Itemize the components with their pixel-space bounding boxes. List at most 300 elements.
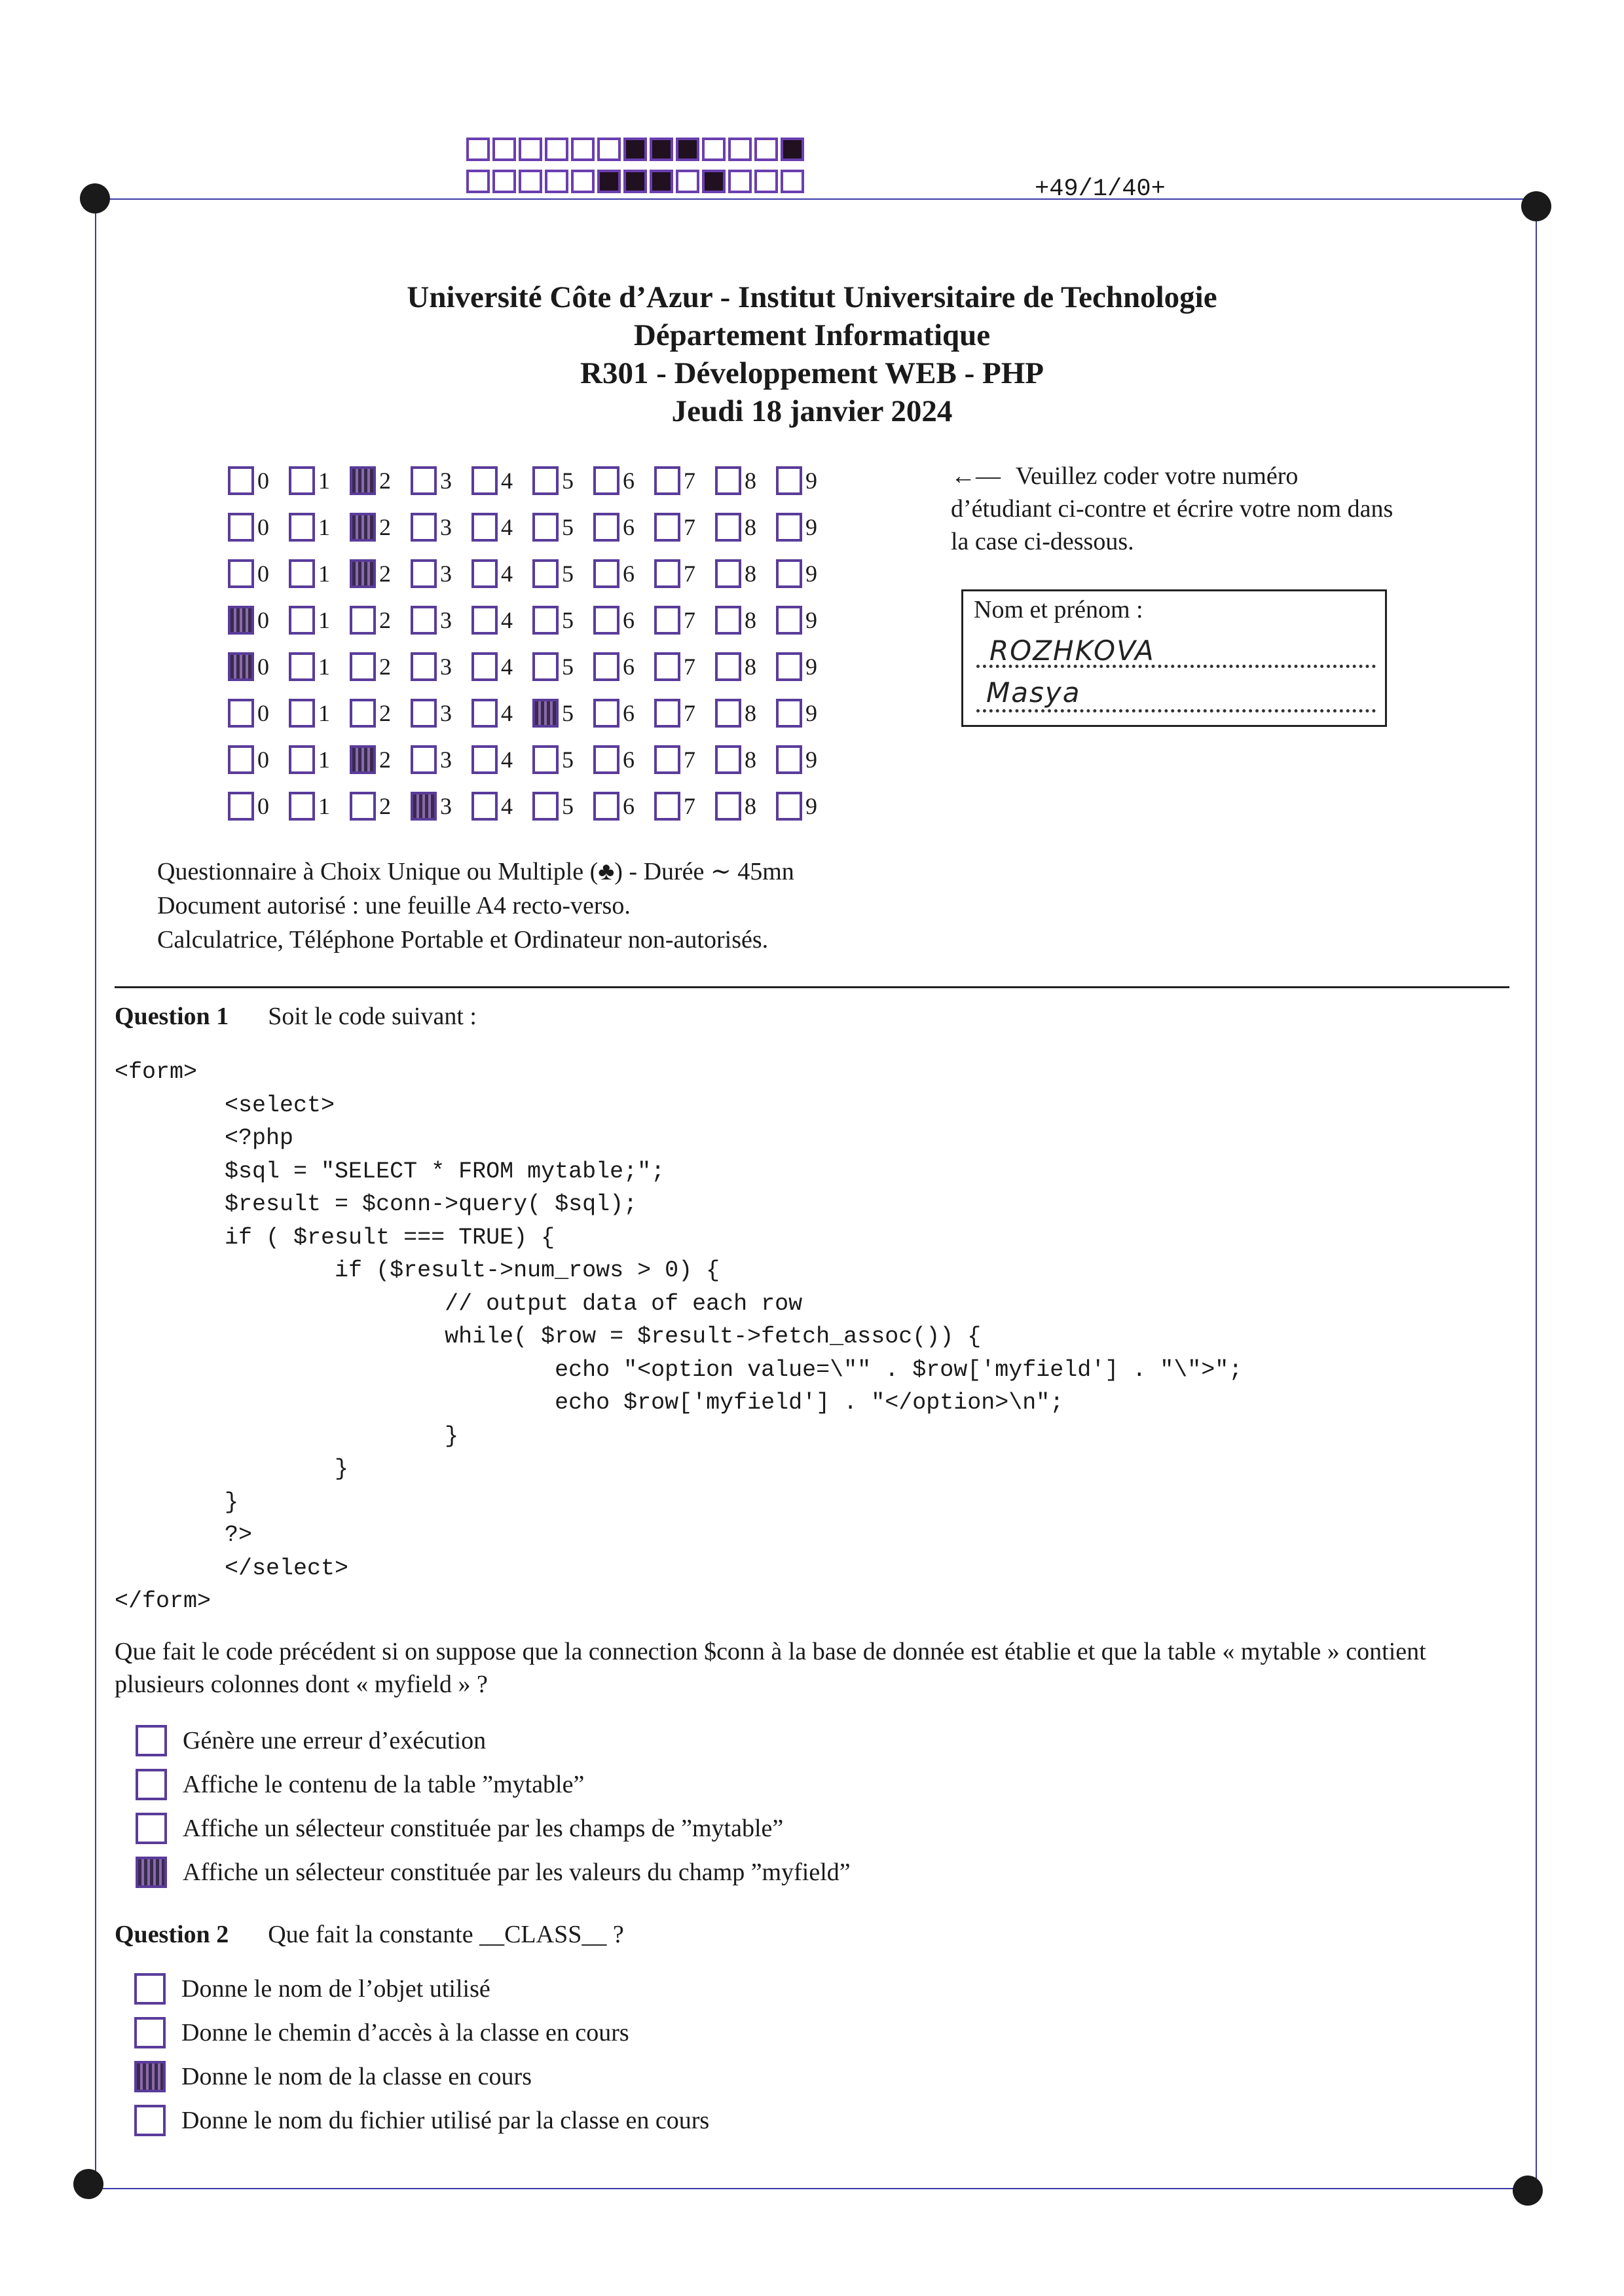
digit-option[interactable] xyxy=(471,559,532,588)
digit-option[interactable] xyxy=(593,559,654,588)
digit-checkbox[interactable] xyxy=(289,466,315,495)
digit-option[interactable] xyxy=(411,792,471,821)
digit-option[interactable] xyxy=(411,513,471,542)
barcode-2-cell xyxy=(597,170,621,193)
frame-top xyxy=(95,198,1536,200)
digit-option[interactable] xyxy=(228,652,289,681)
question-1-option[interactable] xyxy=(136,1725,486,1756)
digit-option[interactable] xyxy=(776,466,837,495)
digit-checkbox[interactable] xyxy=(654,745,680,774)
digit-checkbox[interactable] xyxy=(532,606,559,635)
digit-option[interactable] xyxy=(228,606,289,635)
question-1-checkbox[interactable] xyxy=(136,1769,167,1800)
digit-option[interactable] xyxy=(471,745,532,774)
question-2-option[interactable] xyxy=(134,1973,490,2005)
digit-checkbox[interactable] xyxy=(471,606,498,635)
question-1-option[interactable] xyxy=(136,1857,851,1888)
digit-checkbox[interactable] xyxy=(350,606,376,635)
digit-option[interactable] xyxy=(715,559,776,588)
digit-checkbox[interactable] xyxy=(532,745,559,774)
corner-mark-tr xyxy=(1521,191,1551,221)
barcode-1-cell xyxy=(545,138,568,161)
student-number-grid xyxy=(228,457,837,829)
digit-label: 2 xyxy=(379,606,391,633)
digit-label: 1 xyxy=(318,560,330,587)
digit-option[interactable] xyxy=(411,606,471,635)
digit-checkbox[interactable] xyxy=(593,513,619,542)
digit-label: 2 xyxy=(379,653,391,680)
barcode-2-cell xyxy=(728,170,752,193)
digit-checkbox[interactable] xyxy=(411,745,437,774)
digit-option[interactable] xyxy=(289,466,350,495)
digit-option[interactable] xyxy=(228,792,289,821)
digit-checkbox[interactable] xyxy=(228,745,254,774)
digit-option[interactable] xyxy=(411,745,471,774)
digit-label: 9 xyxy=(805,653,817,680)
title-date: Jeudi 18 janvier 2024 xyxy=(671,394,953,428)
digit-checkbox[interactable] xyxy=(289,745,315,774)
student-number-row xyxy=(228,504,837,550)
digit-option[interactable] xyxy=(471,699,532,728)
digit-option[interactable] xyxy=(715,513,776,542)
digit-option[interactable] xyxy=(532,513,593,542)
digit-label: 0 xyxy=(257,467,269,494)
digit-label: 9 xyxy=(805,606,817,633)
barcode-1-cell xyxy=(702,138,726,161)
barcode-2-cell xyxy=(781,170,804,193)
digit-checkbox[interactable] xyxy=(715,466,741,495)
digit-option[interactable] xyxy=(471,792,532,821)
digit-label: 0 xyxy=(257,606,269,633)
digit-checkbox[interactable] xyxy=(776,513,802,542)
digit-label: 5 xyxy=(562,746,574,773)
digit-label: 1 xyxy=(318,792,330,819)
corner-mark-bl xyxy=(73,2169,103,2199)
digit-checkbox[interactable] xyxy=(715,699,741,728)
digit-label: 1 xyxy=(318,699,330,726)
barcode-row-1 xyxy=(466,138,804,161)
digit-label: 6 xyxy=(623,792,635,819)
digit-option[interactable] xyxy=(593,745,654,774)
digit-checkbox[interactable] xyxy=(350,792,376,821)
digit-checkbox[interactable] xyxy=(350,699,376,728)
digit-checkbox[interactable] xyxy=(471,745,498,774)
digit-label: 4 xyxy=(501,792,513,819)
digit-label: 9 xyxy=(805,699,817,726)
digit-label: 6 xyxy=(623,699,635,726)
digit-label: 5 xyxy=(562,699,574,726)
digit-label: 9 xyxy=(805,513,817,540)
digit-label: 1 xyxy=(318,653,330,680)
digit-checkbox[interactable] xyxy=(289,559,315,588)
digit-option[interactable] xyxy=(715,652,776,681)
barcode-2-cell xyxy=(650,170,673,193)
digit-option[interactable] xyxy=(715,792,776,821)
instructions-text: Veuillez coder votre numéro d’étudiant ci-contre et écrire votre nom dans la case ci-dessous. xyxy=(951,462,1393,555)
question-2-checkbox[interactable] xyxy=(134,2061,166,2092)
digit-label: 5 xyxy=(562,792,574,819)
digit-checkbox[interactable] xyxy=(593,652,619,681)
question-1-checkbox[interactable] xyxy=(136,1857,167,1888)
barcode-2-cell xyxy=(545,170,568,193)
digit-label: 2 xyxy=(379,792,391,819)
digit-checkbox[interactable] xyxy=(350,745,376,774)
digit-option[interactable] xyxy=(289,606,350,635)
question-2-checkbox[interactable] xyxy=(134,1973,166,2005)
handwritten-last-name: ROZHKOVA xyxy=(989,635,1155,667)
digit-option[interactable] xyxy=(350,466,411,495)
exam-info xyxy=(157,855,794,957)
digit-option[interactable] xyxy=(228,513,289,542)
digit-checkbox[interactable] xyxy=(654,559,680,588)
digit-checkbox[interactable] xyxy=(411,652,437,681)
digit-option[interactable] xyxy=(532,466,593,495)
digit-label: 2 xyxy=(379,746,391,773)
digit-checkbox[interactable] xyxy=(228,606,254,635)
digit-option[interactable] xyxy=(350,745,411,774)
barcode-1-cell xyxy=(597,138,621,161)
digit-option[interactable] xyxy=(289,513,350,542)
digit-label: 6 xyxy=(623,560,635,587)
digit-option[interactable] xyxy=(776,792,837,821)
digit-option[interactable] xyxy=(593,513,654,542)
digit-checkbox[interactable] xyxy=(715,559,741,588)
digit-checkbox[interactable] xyxy=(471,466,498,495)
digit-checkbox[interactable] xyxy=(776,652,802,681)
title-block xyxy=(0,278,1624,430)
digit-checkbox[interactable] xyxy=(411,699,437,728)
digit-label: 5 xyxy=(562,606,574,633)
title-university: Université Côte d’Azur - Institut Universitaire de Technologie xyxy=(407,280,1217,314)
digit-label: 7 xyxy=(684,513,695,540)
digit-label: 1 xyxy=(318,606,330,633)
question-2-text: Que fait la constante __CLASS__ ? xyxy=(268,1921,624,1948)
digit-checkbox[interactable] xyxy=(289,606,315,635)
digit-option[interactable] xyxy=(715,466,776,495)
digit-option[interactable] xyxy=(532,606,593,635)
barcode-1-cell xyxy=(754,138,778,161)
barcode-2-cell xyxy=(519,170,542,193)
digit-option[interactable] xyxy=(471,652,532,681)
digit-checkbox[interactable] xyxy=(593,792,619,821)
digit-checkbox[interactable] xyxy=(228,792,254,821)
digit-label: 1 xyxy=(318,513,330,540)
barcode-1-cell xyxy=(571,138,595,161)
digit-checkbox[interactable] xyxy=(593,559,619,588)
digit-checkbox[interactable] xyxy=(593,745,619,774)
question-2-option[interactable] xyxy=(134,2105,709,2136)
digit-label: 9 xyxy=(805,560,817,587)
digit-option[interactable] xyxy=(350,699,411,728)
digit-checkbox[interactable] xyxy=(776,792,802,821)
digit-label: 1 xyxy=(318,467,330,494)
digit-option[interactable] xyxy=(289,745,350,774)
digit-option[interactable] xyxy=(532,745,593,774)
digit-label: 3 xyxy=(440,653,452,680)
digit-option[interactable] xyxy=(411,699,471,728)
digit-option[interactable] xyxy=(350,513,411,542)
digit-option[interactable] xyxy=(776,513,837,542)
question-1-label: Question 1 xyxy=(115,1003,229,1030)
digit-option[interactable] xyxy=(228,559,289,588)
exam-info-line-3: Calculatrice, Téléphone Portable et Ordinateur non-autorisés. xyxy=(157,926,769,954)
digit-label: 8 xyxy=(745,746,756,773)
digit-label: 7 xyxy=(684,746,695,773)
digit-checkbox[interactable] xyxy=(776,466,802,495)
digit-checkbox[interactable] xyxy=(411,792,437,821)
digit-label: 2 xyxy=(379,699,391,726)
barcode-1-cell xyxy=(781,138,804,161)
digit-checkbox[interactable] xyxy=(532,792,559,821)
digit-label: 3 xyxy=(440,699,452,726)
digit-label: 8 xyxy=(745,560,756,587)
barcode-2-cell xyxy=(466,170,490,193)
digit-option[interactable] xyxy=(715,699,776,728)
digit-option[interactable] xyxy=(654,792,715,821)
barcode-2-cell xyxy=(492,170,516,193)
digit-checkbox[interactable] xyxy=(776,699,802,728)
digit-checkbox[interactable] xyxy=(471,652,498,681)
digit-label: 6 xyxy=(623,653,635,680)
digit-label: 3 xyxy=(440,560,452,587)
digit-option[interactable] xyxy=(411,559,471,588)
digit-label: 7 xyxy=(684,606,695,633)
digit-checkbox[interactable] xyxy=(593,466,619,495)
digit-label: 3 xyxy=(440,467,452,494)
corner-mark-tl xyxy=(80,183,110,213)
frame-bottom xyxy=(95,2188,1536,2189)
digit-checkbox[interactable] xyxy=(776,606,802,635)
student-number-row xyxy=(228,783,837,829)
digit-checkbox[interactable] xyxy=(289,513,315,542)
digit-option[interactable] xyxy=(654,606,715,635)
digit-label: 3 xyxy=(440,606,452,633)
question-1-checkbox[interactable] xyxy=(136,1725,167,1756)
digit-option[interactable] xyxy=(654,652,715,681)
question-2-checkbox[interactable] xyxy=(134,2105,166,2136)
digit-checkbox[interactable] xyxy=(411,559,437,588)
digit-option[interactable] xyxy=(411,466,471,495)
barcode-2-cell xyxy=(676,170,699,193)
digit-checkbox[interactable] xyxy=(776,559,802,588)
exam-info-line-1: Questionnaire à Choix Unique ou Multiple (♣) - Durée ∼ 45mn xyxy=(157,858,794,885)
frame-left xyxy=(95,198,96,2189)
left-arrow-icon: ←— xyxy=(951,462,1001,490)
digit-option[interactable] xyxy=(654,466,715,495)
digit-checkbox[interactable] xyxy=(715,745,741,774)
question-2-option-label: Donne le nom de l’objet utilisé xyxy=(181,1975,490,2003)
question-2-option[interactable] xyxy=(134,2061,532,2092)
digit-option[interactable] xyxy=(289,652,350,681)
digit-option[interactable] xyxy=(715,606,776,635)
digit-option[interactable] xyxy=(471,466,532,495)
digit-checkbox[interactable] xyxy=(715,513,741,542)
digit-option[interactable] xyxy=(776,559,837,588)
digit-checkbox[interactable] xyxy=(411,606,437,635)
barcode-1-cell xyxy=(466,138,490,161)
digit-label: 7 xyxy=(684,467,695,494)
digit-label: 3 xyxy=(440,513,452,540)
digit-option[interactable] xyxy=(350,652,411,681)
digit-option[interactable] xyxy=(289,792,350,821)
digit-checkbox[interactable] xyxy=(654,513,680,542)
question-1-option[interactable] xyxy=(136,1813,783,1844)
digit-option[interactable] xyxy=(228,466,289,495)
digit-option[interactable] xyxy=(715,745,776,774)
digit-option[interactable] xyxy=(593,699,654,728)
digit-checkbox[interactable] xyxy=(715,606,741,635)
digit-option[interactable] xyxy=(532,792,593,821)
digit-checkbox[interactable] xyxy=(471,792,498,821)
question-2-option-label: Donne le chemin d’accès à la classe en cours xyxy=(181,2019,629,2046)
digit-option[interactable] xyxy=(776,745,837,774)
digit-label: 9 xyxy=(805,467,817,494)
digit-option[interactable] xyxy=(776,699,837,728)
digit-option[interactable] xyxy=(654,559,715,588)
question-1-checkbox[interactable] xyxy=(136,1813,167,1844)
digit-label: 2 xyxy=(379,560,391,587)
digit-checkbox[interactable] xyxy=(289,792,315,821)
digit-option[interactable] xyxy=(593,652,654,681)
digit-option[interactable] xyxy=(350,792,411,821)
digit-checkbox[interactable] xyxy=(471,513,498,542)
exam-info-line-2: Document autorisé : une feuille A4 recto-verso. xyxy=(157,892,631,919)
digit-option[interactable] xyxy=(532,699,593,728)
digit-checkbox[interactable] xyxy=(228,699,254,728)
digit-label: 2 xyxy=(379,513,391,540)
digit-checkbox[interactable] xyxy=(654,652,680,681)
digit-checkbox[interactable] xyxy=(411,466,437,495)
digit-checkbox[interactable] xyxy=(350,513,376,542)
question-1-option-label: Affiche un sélecteur constituée par les champs de ”mytable” xyxy=(183,1815,784,1842)
question-1-option-label: Affiche un sélecteur constituée par les valeurs du champ ”myfield” xyxy=(183,1859,851,1886)
digit-option[interactable] xyxy=(350,606,411,635)
digit-checkbox[interactable] xyxy=(532,699,559,728)
digit-label: 0 xyxy=(257,513,269,540)
digit-checkbox[interactable] xyxy=(593,606,619,635)
digit-option[interactable] xyxy=(350,559,411,588)
digit-option[interactable] xyxy=(776,606,837,635)
digit-label: 6 xyxy=(623,746,635,773)
digit-label: 4 xyxy=(501,606,513,633)
digit-checkbox[interactable] xyxy=(532,466,559,495)
digit-label: 2 xyxy=(379,467,391,494)
digit-checkbox[interactable] xyxy=(654,699,680,728)
digit-option[interactable] xyxy=(471,606,532,635)
digit-checkbox[interactable] xyxy=(654,466,680,495)
digit-checkbox[interactable] xyxy=(289,699,315,728)
digit-option[interactable] xyxy=(593,466,654,495)
digit-label: 8 xyxy=(745,467,756,494)
digit-option[interactable] xyxy=(593,792,654,821)
digit-checkbox[interactable] xyxy=(715,652,741,681)
question-1-option-label: Génère une erreur d’exécution xyxy=(183,1727,487,1754)
digit-option[interactable] xyxy=(654,699,715,728)
digit-option[interactable] xyxy=(289,699,350,728)
title-department: Département Informatique xyxy=(633,318,991,352)
digit-label: 8 xyxy=(745,792,756,819)
digit-option[interactable] xyxy=(471,513,532,542)
question-2-checkbox[interactable] xyxy=(134,2017,166,2048)
digit-checkbox[interactable] xyxy=(411,513,437,542)
digit-option[interactable] xyxy=(654,745,715,774)
name-dots-1 xyxy=(976,665,1376,668)
digit-checkbox[interactable] xyxy=(471,699,498,728)
digit-label: 0 xyxy=(257,560,269,587)
digit-label: 5 xyxy=(562,653,574,680)
digit-option[interactable] xyxy=(289,559,350,588)
digit-option[interactable] xyxy=(776,652,837,681)
digit-option[interactable] xyxy=(532,559,593,588)
digit-label: 5 xyxy=(562,467,574,494)
title-course: R301 - Développement WEB - PHP xyxy=(580,356,1044,390)
digit-label: 9 xyxy=(805,792,817,819)
question-1-code: <form> <select> <?php $sql = "SELECT * FROM mytable;"; $result = $conn->query( $sql); if ( $result === TRUE) { if ($result->num_rows > 0) { // output data of each row while( $row = $result->fetch_assoc()) { echo "<option value=\"" . $row['myfield'] . "\">"; echo $row['myfield'] . "</option>\n"; } } } ?> </select> </form> xyxy=(115,1059,1243,1614)
digit-label: 7 xyxy=(684,792,695,819)
frame-right xyxy=(1536,198,1537,2189)
student-number-row xyxy=(228,643,837,690)
barcode-2-cell xyxy=(754,170,778,193)
barcode-1-cell xyxy=(650,138,673,161)
digit-label: 0 xyxy=(257,699,269,726)
digit-checkbox[interactable] xyxy=(654,606,680,635)
digit-option[interactable] xyxy=(654,513,715,542)
digit-label: 8 xyxy=(745,606,756,633)
digit-option[interactable] xyxy=(532,652,593,681)
question-1-option[interactable] xyxy=(136,1769,584,1800)
digit-checkbox[interactable] xyxy=(350,559,376,588)
digit-option[interactable] xyxy=(411,652,471,681)
digit-label: 0 xyxy=(257,653,269,680)
digit-label: 7 xyxy=(684,653,695,680)
digit-label: 5 xyxy=(562,513,574,540)
name-box[interactable] xyxy=(961,589,1387,727)
digit-option[interactable] xyxy=(593,606,654,635)
digit-checkbox[interactable] xyxy=(532,559,559,588)
barcode-1-cell xyxy=(519,138,542,161)
digit-checkbox[interactable] xyxy=(532,513,559,542)
digit-checkbox[interactable] xyxy=(350,652,376,681)
digit-checkbox[interactable] xyxy=(654,792,680,821)
question-2-label: Question 2 xyxy=(115,1921,229,1948)
digit-label: 0 xyxy=(257,746,269,773)
digit-checkbox[interactable] xyxy=(593,699,619,728)
student-number-row xyxy=(228,690,837,736)
digit-checkbox[interactable] xyxy=(228,652,254,681)
question-2-option[interactable] xyxy=(134,2017,629,2048)
digit-checkbox[interactable] xyxy=(715,792,741,821)
barcode-2-cell xyxy=(623,170,647,193)
digit-checkbox[interactable] xyxy=(228,559,254,588)
digit-checkbox[interactable] xyxy=(532,652,559,681)
barcode-1-cell xyxy=(623,138,647,161)
digit-checkbox[interactable] xyxy=(289,652,315,681)
digit-option[interactable] xyxy=(228,745,289,774)
digit-option[interactable] xyxy=(228,699,289,728)
digit-label: 8 xyxy=(745,513,756,540)
name-dots-2 xyxy=(976,709,1376,713)
digit-label: 4 xyxy=(501,560,513,587)
digit-checkbox[interactable] xyxy=(471,559,498,588)
question-1-heading xyxy=(115,1002,477,1031)
digit-label: 4 xyxy=(501,699,513,726)
digit-checkbox[interactable] xyxy=(350,466,376,495)
digit-checkbox[interactable] xyxy=(776,745,802,774)
section-divider xyxy=(115,986,1509,988)
digit-checkbox[interactable] xyxy=(228,513,254,542)
digit-label: 8 xyxy=(745,653,756,680)
digit-checkbox[interactable] xyxy=(228,466,254,495)
